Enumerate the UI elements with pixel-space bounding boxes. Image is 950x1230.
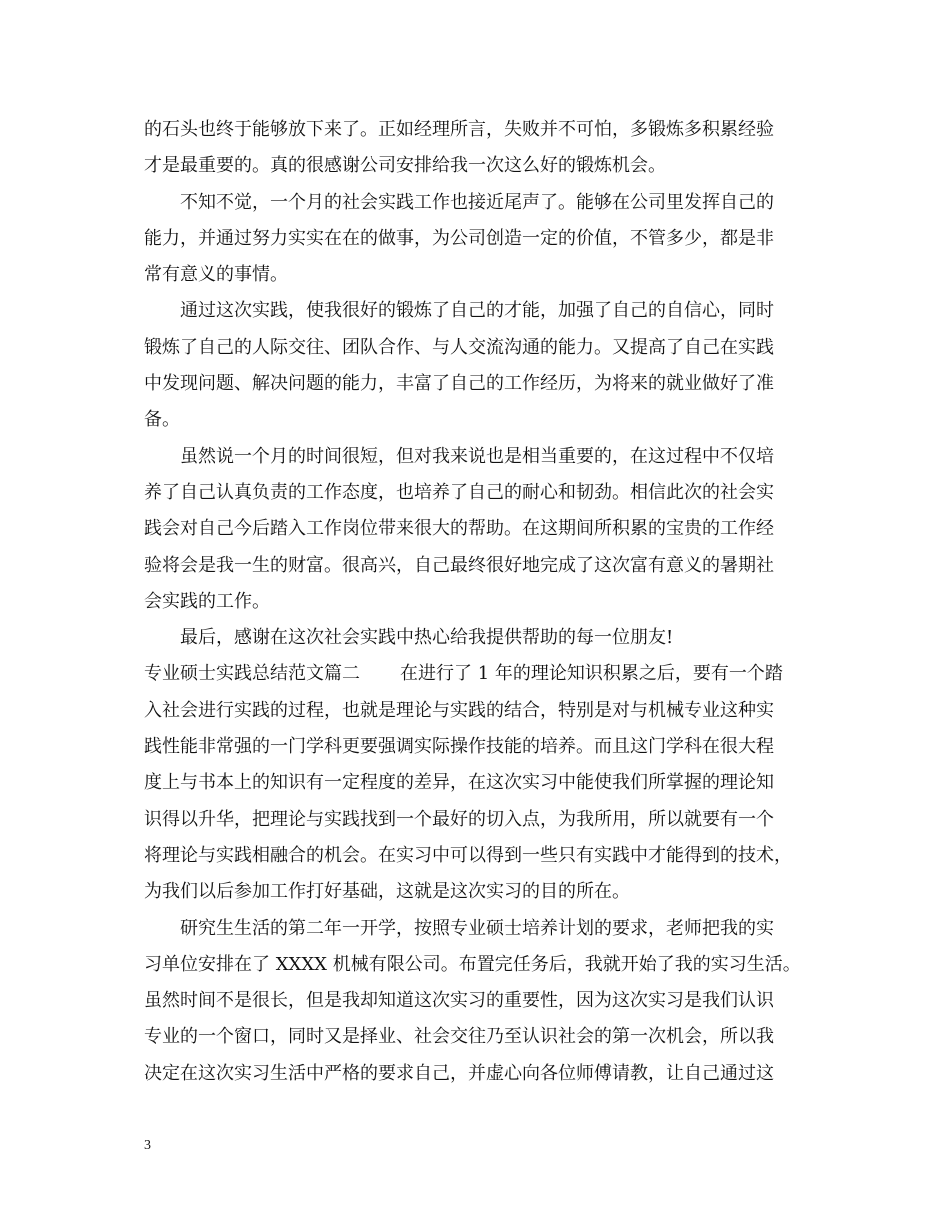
line-text: 虽然时间不是很长，但是我却知道这次实习的重要性，因为这次实习是我们认识 — [144, 990, 774, 1012]
line-text: 中发现问题、解决问题的能力，丰富了自己的工作经历，为将来的就业做好了准 — [144, 373, 774, 395]
line-text: 验将会是我一生的财富。很高兴，自己最终很好地完成了这次富有意义的暑期社 — [144, 554, 774, 576]
text-line-26 — [144, 1019, 806, 1055]
text-line-14 — [144, 584, 806, 620]
line-text: 识得以升华，把理论与实践找到一个最好的切入点，为我所用，所以就要有一个 — [144, 808, 774, 830]
text-line-13 — [144, 548, 806, 584]
line-text: 为我们以后参加工作打好基础，这就是这次实习的目的所在。 — [144, 881, 630, 903]
line-text: 研究生生活的第二年一开学，按照专业硕士培养计划的要求，老师把我的实 — [180, 917, 774, 939]
line-text: 锻炼了自己的人际交往、团队合作、与人交流沟通的能力。又提高了自己在实践 — [144, 336, 774, 358]
text-line-27 — [144, 1056, 806, 1092]
text-line-6 — [144, 293, 806, 329]
text-line-10 — [144, 439, 806, 475]
text-line-9 — [144, 402, 806, 438]
text-line-5 — [144, 257, 806, 293]
text-line-1 — [144, 112, 806, 148]
line-text: 才是最重要的。真的很感谢公司安排给我一次这么好的锻炼机会。 — [144, 155, 666, 177]
line-text: 决定在这次实习生活中严格的要求自己，并虚心向各位师傅请教，让自己通过这 — [144, 1062, 774, 1084]
text-line-4 — [144, 221, 806, 257]
text-line-20 — [144, 802, 806, 838]
text-line-11 — [144, 475, 806, 511]
line-text: 会实践的工作。 — [144, 590, 270, 612]
text-line-2 — [144, 148, 806, 184]
text-line-21 — [144, 838, 806, 874]
line-text: 专业的一个窗口，同时又是择业、社会交往乃至认识社会的第一次机会，所以我 — [144, 1026, 774, 1048]
text-line-19 — [144, 765, 806, 801]
document-body — [144, 112, 806, 1092]
line-text: 入社会进行实践的过程，也就是理论与实践的结合，特别是对与机械专业这种实 — [144, 699, 774, 721]
line-text: 备。 — [144, 409, 180, 431]
line-text: 将理论与实践相融合的机会。在实习中可以得到一些只有实践中才能得到的技术， — [144, 844, 792, 866]
line-text: 虽然说一个月的时间很短，但对我来说也是相当重要的，在这过程中不仅培 — [180, 445, 774, 467]
line-text: 最后，感谢在这次社会实践中热心给我提供帮助的每一位朋友! — [180, 627, 674, 649]
line-text: 能力，并通过努力实实在在的做事，为公司创造一定的价值，不管多少，都是非 — [144, 227, 774, 249]
text-line-17 — [144, 693, 806, 729]
line-text: 不知不觉，一个月的社会实践工作也接近尾声了。能够在公司里发挥自己的 — [180, 191, 774, 213]
text-line-22 — [144, 874, 806, 910]
text-line-25 — [144, 983, 806, 1019]
text-line-12 — [144, 511, 806, 547]
text-line-7 — [144, 330, 806, 366]
line-text: 通过这次实践，使我很好的锻炼了自己的才能，加强了自己的自信心，同时 — [180, 300, 774, 322]
line-text: 践会对自己今后踏入工作岗位带来很大的帮助。在这期间所积累的宝贵的工作经 — [144, 518, 774, 540]
line-text: 的石头也终于能够放下来了。正如经理所言，失败并不可怕，多锻炼多积累经验 — [144, 119, 774, 140]
line-text: 习单位安排在了 XXXX 机械有限公司。布置完任务后，我就开始了我的实习生活。 — [144, 953, 801, 975]
text-line-18 — [144, 729, 806, 765]
text-line-8 — [144, 366, 806, 402]
line-text: 度上与书本上的知识有一定程度的差异，在这次实习中能使我们所掌握的理论知 — [144, 772, 774, 794]
line-text: 在进行了 1 年的理论知识积累之后，要有一个踏 — [400, 663, 783, 685]
text-line-24 — [144, 947, 806, 983]
line-text: 常有意义的事情。 — [144, 264, 288, 286]
text-line-23 — [144, 911, 806, 947]
text-line-15 — [144, 620, 806, 656]
text-line-16 — [144, 656, 806, 692]
line-text: 践性能非常强的一门学科更要强调实际操作技能的培养。而且这门学科在很大程 — [144, 736, 774, 758]
text-line-3 — [144, 185, 806, 221]
line-text: 养了自己认真负责的工作态度，也培养了自己的耐心和韧劲。相信此次的社会实 — [144, 481, 774, 503]
section-heading: 专业硕士实践总结范文篇二 — [144, 663, 360, 685]
page-number: 3 — [144, 1138, 151, 1153]
